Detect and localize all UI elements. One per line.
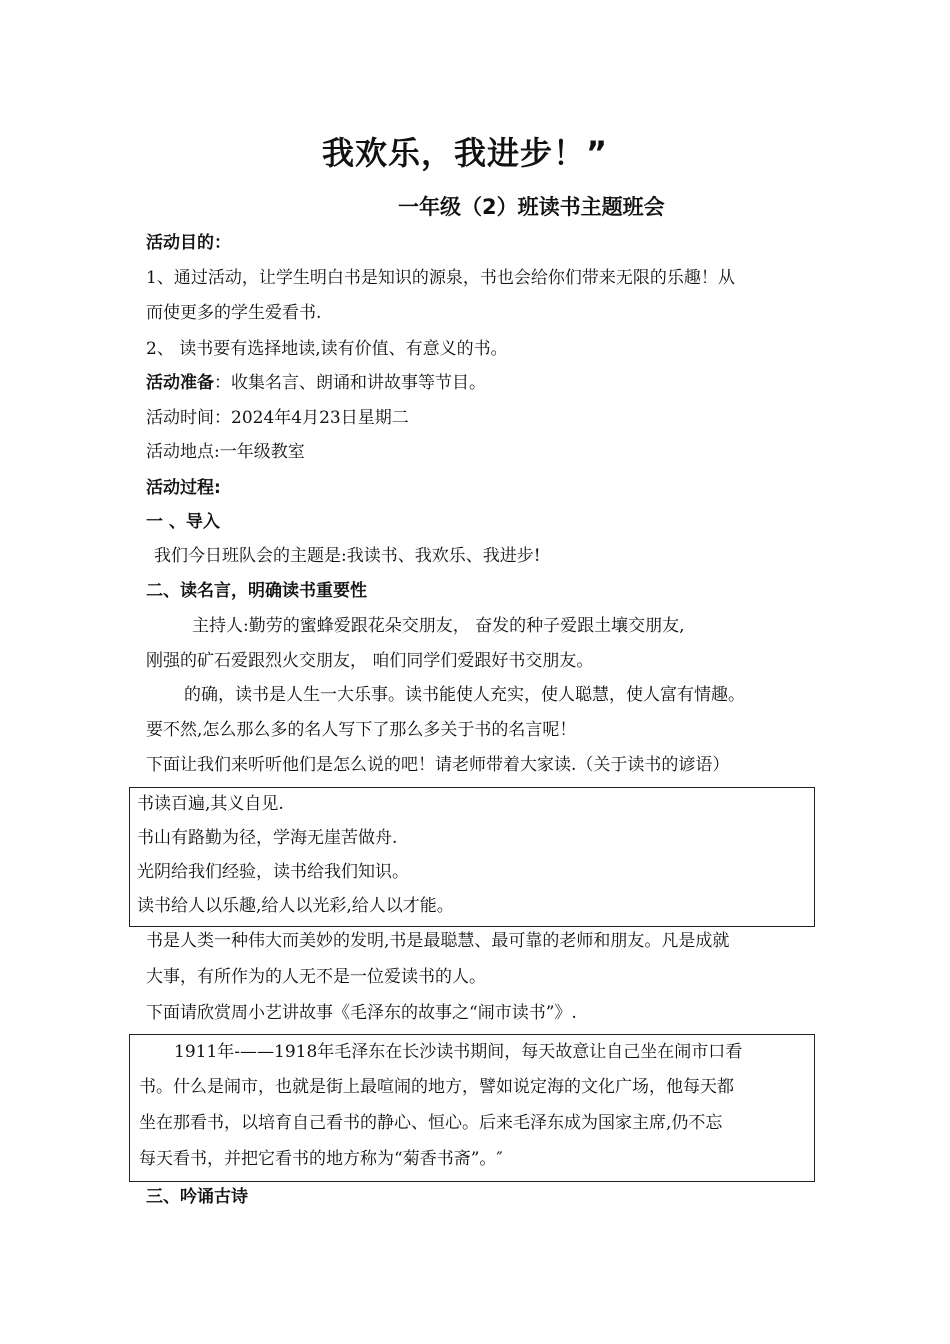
quote-line: 书山有路勤为径，学海无崖苦做舟.	[137, 828, 398, 848]
story-line: 书。什么是闹市，也就是街上最喧闹的地方，譬如说定海的文化广场，他每天都	[139, 1077, 734, 1097]
paragraph-3: 书是人类一种伟大而美妙的发明,书是最聪慧、最可靠的老师和朋友。凡是成就	[146, 931, 730, 951]
preparation-label: 活动准备	[146, 373, 214, 393]
preparation-line	[146, 372, 486, 394]
paragraph-1-cont: 要不然,怎么那么多的名人写下了那么多关于书的名言呢！	[146, 720, 577, 740]
quote-line: 光阴给我们经验，读书给我们知识。	[137, 862, 409, 882]
section-3-heading: 三、吟诵古诗	[146, 1187, 248, 1207]
quote-line: 书读百遍,其义自见.	[137, 794, 284, 814]
story-line: 坐在那看书，以培育自己看书的静心、恒心。后来毛泽东成为国家主席,仍不忘	[139, 1113, 723, 1133]
purpose-item-1-cont: 而使更多的学生爱看书.	[146, 303, 322, 323]
purpose-item-1: 1、通过活动，让学生明白书是知识的源泉，书也会给你们带来无限的乐趣！从	[146, 268, 735, 288]
paragraph-2: 下面让我们来听听他们是怎么说的吧！请老师带着大家读.（关于读书的谚语）	[146, 755, 730, 775]
document-subtitle: 一年级（2）班读书主题班会	[398, 195, 665, 219]
section-2-heading: 二、读名言，明确读书重要性	[146, 581, 367, 601]
story-line: 每天看书，并把它看书的地方称为“菊香书斋”。″	[139, 1149, 503, 1169]
quote-line: 读书给人以乐趣,给人以光彩,给人以才能。	[137, 896, 454, 916]
paragraph-1: 的确，读书是人生一大乐事。读书能使人充实，使人聪慧，使人富有情趣。	[184, 685, 745, 705]
process-heading: 活动过程:	[146, 478, 221, 498]
section-1-text: 我们今日班队会的主题是:我读书、我欢乐、我进步!	[154, 546, 541, 566]
activity-place: 活动地点:一年级教室	[146, 442, 305, 462]
activity-time: 活动时间：2024年4月23日星期二	[146, 408, 409, 428]
quotes-box	[129, 787, 815, 927]
paragraph-3-cont: 大事，有所作为的人无不是一位爱读书的人。	[146, 967, 486, 987]
host-line-1: 主持人:勤劳的蜜蜂爱跟花朵交朋友， 奋发的种子爱跟土壤交朋友,	[192, 616, 685, 636]
paragraph-4: 下面请欣赏周小艺讲故事《毛泽东的故事之“闹市读书”》.	[146, 1003, 577, 1023]
story-box	[129, 1034, 815, 1182]
story-line: 1911年-——1918年毛泽东在长沙读书期间，每天故意让自己坐在闹市口看	[174, 1042, 743, 1062]
purpose-heading: 活动目的：	[146, 233, 231, 253]
section-1-heading: 一 、导入	[146, 512, 220, 532]
host-line-2: 刚强的矿石爱跟烈火交朋友， 咱们同学们爱跟好书交朋友。	[146, 651, 594, 671]
preparation-text: ：收集名言、朗诵和讲故事等节目。	[214, 373, 486, 393]
document-title: 我欢乐，我进步！”	[321, 134, 609, 172]
purpose-item-2: 2、 读书要有选择地读,读有价值、有意义的书。	[146, 339, 508, 359]
